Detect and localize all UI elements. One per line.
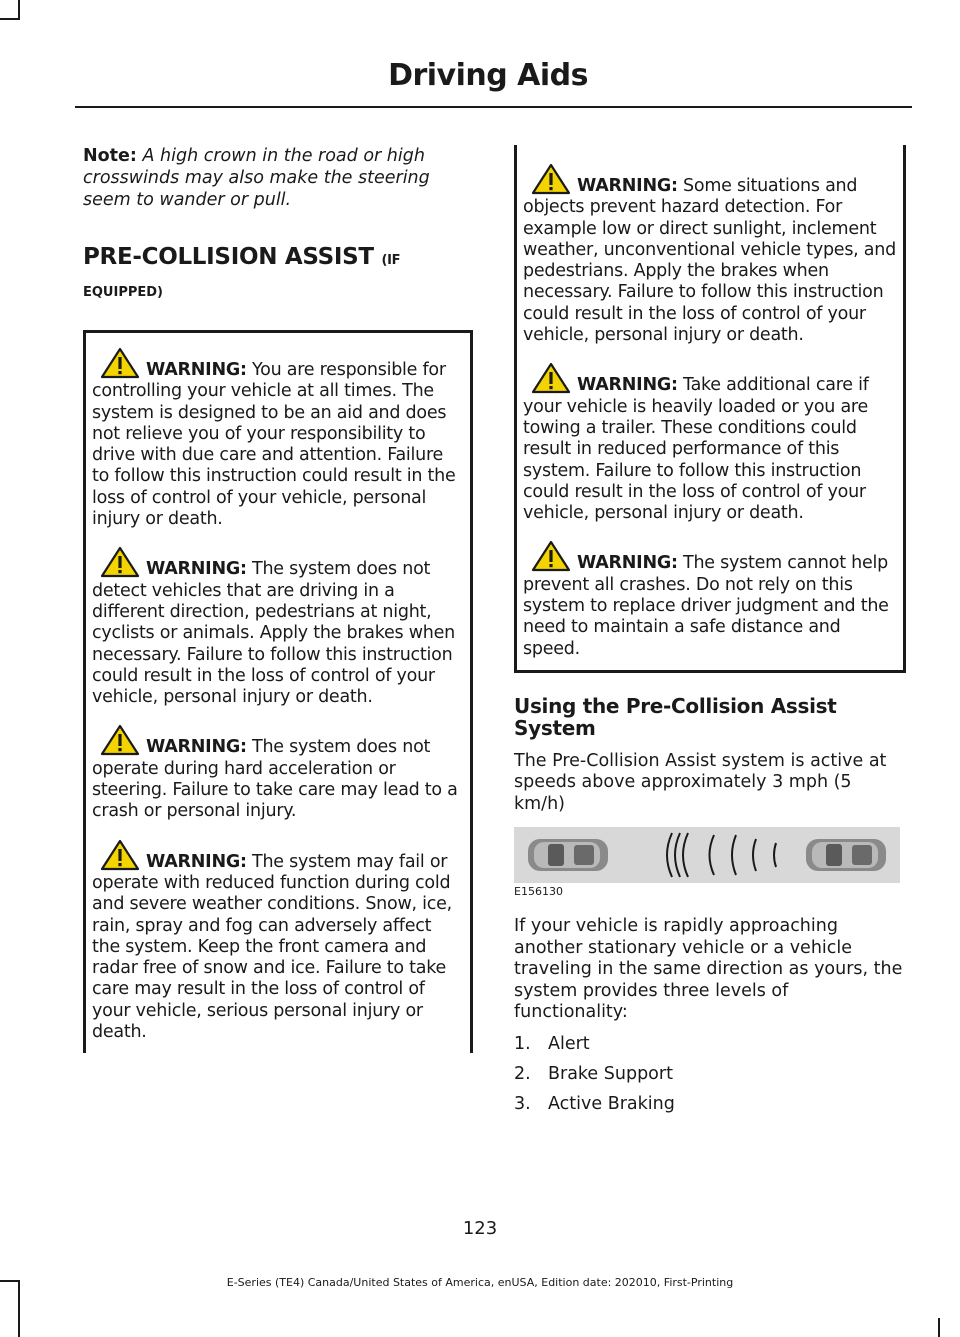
functionality-list <box>514 1034 906 1114</box>
subsection-title: Using the Pre-Collision Assist System <box>514 693 837 740</box>
warning-triangle-icon <box>100 839 140 871</box>
warning-text: The system does not operate during hard acceleration or steering. Failure to take care may lead to a crash or personal injury. <box>92 737 458 822</box>
note-text: A high crown in the road or high crosswinds may also make the steering seem to wander or pull. <box>83 146 430 210</box>
note-label: Note: <box>83 146 137 166</box>
list-label: Active Braking <box>548 1093 675 1114</box>
subsection-paragraph: If your vehicle is rapidly approaching another stationary vehicle or a vehicle traveling in the same direction as yours, the system provides three levels of functionality: <box>514 916 903 1023</box>
warning-text: The system cannot help prevent all crashes. Do not rely on this system to replace driver judgment and the need to maintain a safe distance and speed. <box>523 553 889 659</box>
header-rule <box>75 106 912 108</box>
warning-item <box>92 724 464 822</box>
page-number: 123 <box>462 1218 498 1239</box>
section-title <box>83 243 473 275</box>
list-number: 3. <box>514 1093 531 1114</box>
warning-text: Some situations and objects prevent hazard detection. For example low or direct sunlight, inclement weather, unconventional vehicle types, and pedestrians. Apply the brakes when necessary. Failure to follow this instruction could result in the loss of control of your vehicle, personal injury or death. <box>523 176 896 346</box>
crop-mark <box>0 18 20 20</box>
list-item <box>514 1034 906 1054</box>
warning-triangle-icon <box>100 724 140 756</box>
footer-text: E-Series (TE4) Canada/United States of America, enUSA, Edition date: 202010, First-Printing <box>226 1276 734 1289</box>
figure-id: E156130 <box>514 885 563 899</box>
section-title-text: PRE-COLLISION ASSIST <box>83 244 374 270</box>
warning-label: WARNING: <box>146 737 247 758</box>
warning-triangle-icon <box>100 347 140 379</box>
host-car-icon <box>528 839 608 871</box>
right-column <box>514 145 906 1114</box>
crop-mark <box>938 1318 940 1337</box>
warning-triangle-icon <box>531 540 571 572</box>
note <box>83 145 473 211</box>
warning-label: WARNING: <box>146 559 247 580</box>
warning-text: The system does not detect vehicles that are driving in a different direction, pedestrians at night, cyclists or animals. Apply the brakes when necessary. Failure to follow this instruction could result in the loss of control of your vehicle, personal injury or death. <box>92 559 455 708</box>
car-radar-graphic <box>514 827 900 883</box>
list-item <box>514 1064 906 1084</box>
warning-box <box>514 145 906 673</box>
warning-label: WARNING: <box>577 375 678 396</box>
page-title: Driving Aids <box>388 58 588 93</box>
warning-item <box>92 839 464 1044</box>
warning-item <box>523 163 897 346</box>
warning-label: WARNING: <box>577 176 678 196</box>
list-item <box>514 1094 906 1114</box>
warning-item <box>523 362 897 524</box>
warning-triangle-icon <box>531 362 571 394</box>
radar-illustration <box>514 827 900 883</box>
section-qualifier: (IF <box>381 253 401 268</box>
warning-label: WARNING: <box>146 851 247 872</box>
warning-item <box>92 546 464 708</box>
list-number: 1. <box>514 1033 531 1054</box>
list-label: Alert <box>548 1033 590 1054</box>
warning-triangle-icon <box>100 546 140 578</box>
section-qualifier-line2: EQUIPPED) <box>83 285 163 300</box>
list-label: Brake Support <box>548 1063 673 1084</box>
warning-box <box>83 330 473 1053</box>
warning-text: Take additional care if your vehicle is heavily loaded or you are towing a trailer. These conditions could result in reduced performance of this system. Failure to follow this instruction could result in the loss of control of your vehicle, personal injury or death. <box>523 375 869 524</box>
warning-text: You are responsible for controlling your vehicle at all times. The system is designed to be an aid and does not relieve you of your responsibility to drive with due care and attention. Failure to follow this instruction could result in the loss of control of your vehicle, personal injury or death. <box>92 360 456 530</box>
warning-label: WARNING: <box>577 553 678 574</box>
warning-item <box>92 347 464 530</box>
warning-item <box>523 540 897 659</box>
left-column <box>83 145 473 1053</box>
subsection-intro: The Pre-Collision Assist system is active at speeds above approximately 3 mph (5 km/h) <box>514 750 887 814</box>
crop-mark <box>18 0 20 20</box>
warning-triangle-icon <box>531 163 571 195</box>
warning-label: WARNING: <box>146 360 247 380</box>
warning-text: The system may fail or operate with reduced function during cold and severe weather conditions. Snow, ice, rain, spray and fog can adversely affect the system. Keep the front camera and radar free of snow and ice. Failure to take care may result in the loss of control of your vehicle, serious personal injury or death. <box>92 851 452 1043</box>
target-car-icon <box>806 839 886 871</box>
list-number: 2. <box>514 1063 531 1084</box>
